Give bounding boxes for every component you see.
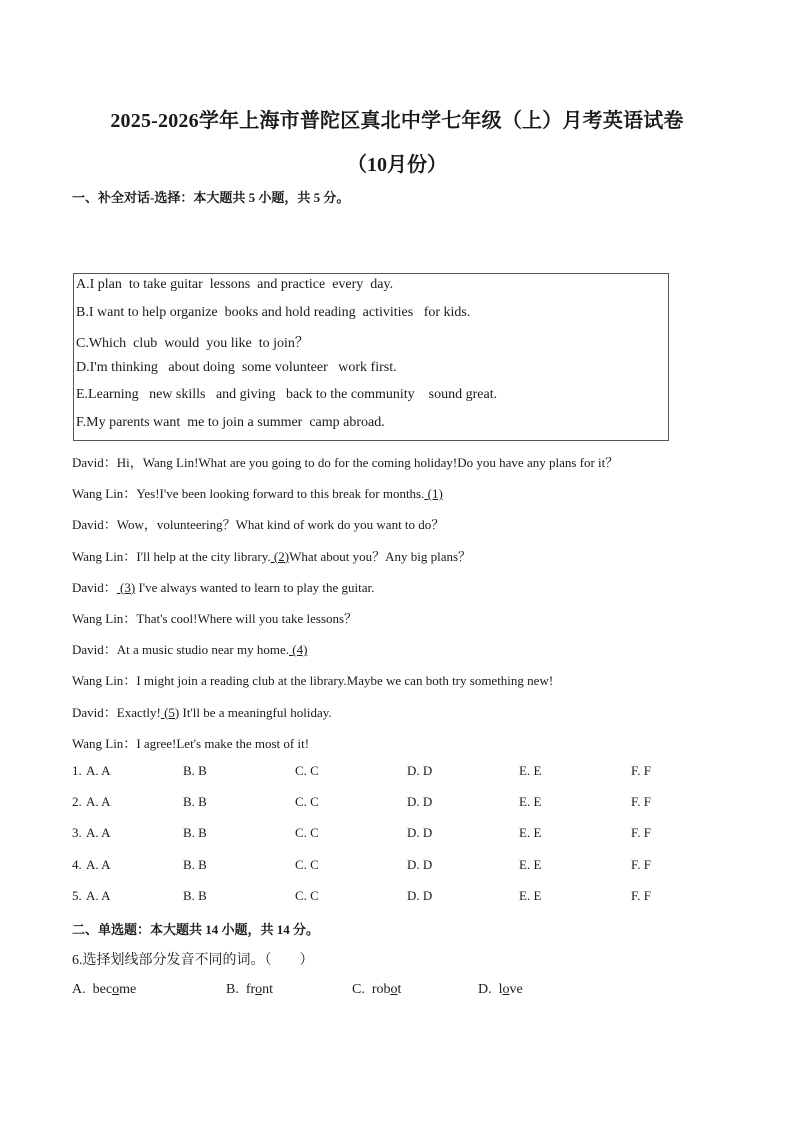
- speaker-name: David：: [72, 579, 117, 595]
- speaker-name: David：: [72, 517, 117, 533]
- dialogue-line: [72, 670, 553, 689]
- choice-option[interactable]: F. F: [631, 887, 651, 903]
- question-6-option[interactable]: [226, 982, 273, 998]
- dialogue-text: Exactly!: [116, 704, 161, 720]
- choice-option[interactable]: A. A: [86, 856, 111, 872]
- choice-option[interactable]: B. B: [183, 763, 207, 778]
- question-6-prompt: 6.选择划线部分发音不同的词。（ ）: [72, 953, 314, 968]
- question-6-option[interactable]: [352, 982, 401, 998]
- question-number: 2.: [72, 794, 82, 810]
- choice-option[interactable]: A. A: [86, 763, 111, 778]
- question-number: 3.: [72, 825, 82, 841]
- dialogue-line: [72, 452, 618, 471]
- option-item: D.I'm thinking about doing some volunteer work first.: [76, 359, 397, 375]
- choice-option[interactable]: E. E: [519, 856, 542, 872]
- option-item: F.My parents want me to join a summer camp abroad.: [76, 414, 385, 430]
- question-number: 4.: [72, 856, 82, 872]
- dialogue-line: [72, 702, 332, 721]
- choice-option[interactable]: D. D: [407, 763, 433, 778]
- dialogue-line: [72, 577, 374, 596]
- choice-option[interactable]: F. F: [631, 856, 651, 872]
- dialogue-text: I'll help at the city library.: [136, 548, 271, 564]
- section-2-heading: 二、单选题：本大题共 14 小题，共 14 分。: [72, 922, 320, 937]
- choice-option[interactable]: A. A: [86, 794, 111, 810]
- dialogue-line: [72, 639, 307, 658]
- answer-blank[interactable]: (5): [160, 704, 180, 720]
- word-part: bec: [92, 982, 113, 997]
- word-part: t: [397, 982, 402, 997]
- choice-option[interactable]: D. D: [407, 887, 433, 903]
- choice-option[interactable]: D. D: [407, 825, 433, 841]
- section-1-heading: 一、补全对话-选择：本大题共 5 小题，共 5 分。: [72, 190, 350, 205]
- dialogue-line: [72, 608, 357, 627]
- choice-option[interactable]: B. B: [183, 825, 207, 841]
- dialogue-text: At a music studio near my home.: [116, 642, 289, 658]
- answer-blank[interactable]: (2): [270, 548, 290, 564]
- word-part: l: [498, 982, 503, 997]
- underlined-letter: o: [390, 982, 398, 997]
- choice-option[interactable]: B. B: [183, 856, 207, 872]
- dialogue-text: That's cool!Where will you take lessons？: [136, 611, 358, 626]
- word-part: nt: [262, 982, 274, 997]
- choice-option[interactable]: F. F: [631, 825, 651, 841]
- answer-blank[interactable]: (1): [424, 486, 443, 502]
- choice-option[interactable]: C. C: [295, 825, 319, 841]
- speaker-name: Wang Lin：: [72, 735, 137, 751]
- choice-option[interactable]: E. E: [519, 794, 542, 810]
- exam-subtitle: （10月份）: [347, 154, 447, 176]
- choice-option[interactable]: A. A: [86, 825, 111, 841]
- choice-option[interactable]: E. E: [519, 887, 542, 903]
- answer-blank[interactable]: (3): [116, 579, 136, 595]
- dialogue-text: I've always wanted to learn to play the guitar.: [135, 579, 375, 595]
- speaker-name: Wang Lin：: [72, 673, 137, 689]
- choice-option[interactable]: F. F: [631, 794, 651, 810]
- underlined-letter: o: [502, 982, 510, 997]
- option-label: B.: [226, 982, 246, 997]
- question-6-option[interactable]: [478, 982, 523, 998]
- dialogue-text: Hi，Wang Lin!What are you going to do for the coming holiday!Do you have any plans for it？: [116, 455, 619, 470]
- question-6-option[interactable]: [72, 982, 136, 998]
- choice-option[interactable]: E. E: [519, 825, 542, 841]
- choice-option[interactable]: B. B: [183, 887, 207, 903]
- dialogue-line: [72, 546, 471, 565]
- dialogue-line: [72, 483, 443, 502]
- word-part: rob: [371, 982, 391, 997]
- choice-option[interactable]: A. A: [86, 887, 111, 903]
- dialogue-text: I might join a reading club at the library.Maybe we can both try something new!: [136, 673, 554, 689]
- option-label: A.: [72, 982, 93, 997]
- choice-option[interactable]: C. C: [295, 887, 319, 903]
- dialogue-line: [72, 733, 309, 752]
- dialogue-line: [72, 514, 444, 533]
- dialogue-text: It'll be a meaningful holiday.: [179, 704, 332, 720]
- word-part: ve: [509, 982, 523, 997]
- choice-option[interactable]: B. B: [183, 794, 207, 810]
- speaker-name: Wang Lin：: [72, 486, 137, 502]
- choice-option[interactable]: F. F: [631, 763, 651, 778]
- choice-option[interactable]: C. C: [295, 763, 319, 778]
- dialogue-text: What about you？Any big plans？: [289, 548, 472, 564]
- question-number: 5.: [72, 887, 82, 903]
- question-number: 1.: [72, 763, 82, 778]
- choice-option[interactable]: D. D: [407, 794, 433, 810]
- speaker-name: Wang Lin：: [72, 548, 137, 564]
- speaker-name: David：: [72, 455, 117, 470]
- choice-option[interactable]: E. E: [519, 763, 542, 778]
- option-label: C.: [352, 982, 372, 997]
- choice-option[interactable]: C. C: [295, 856, 319, 872]
- word-part: me: [119, 982, 137, 997]
- choice-option[interactable]: D. D: [407, 856, 433, 872]
- option-label: D.: [478, 982, 499, 997]
- dialogue-text: I agree!Let's make the most of it!: [136, 735, 310, 751]
- speaker-name: David：: [72, 642, 117, 658]
- option-item: C.Which club would you like to join？: [76, 336, 309, 351]
- speaker-name: David：: [72, 704, 117, 720]
- exam-title: 2025-2026学年上海市普陀区真北中学七年级（上）月考英语试卷: [110, 110, 684, 132]
- dialogue-text: Yes!I've been looking forward to this break for months.: [136, 486, 425, 502]
- option-item: B.I want to help organize books and hold reading activities for kids.: [76, 304, 471, 320]
- answer-blank[interactable]: (4): [289, 642, 308, 658]
- option-item: E.Learning new skills and giving back to the community sound great.: [76, 387, 498, 402]
- dialogue-text: Wow，volunteering？What kind of work do you want to do？: [116, 517, 445, 533]
- underlined-letter: o: [112, 982, 120, 997]
- word-part: fr: [245, 982, 256, 997]
- choice-option[interactable]: C. C: [295, 794, 319, 810]
- underlined-letter: o: [255, 982, 263, 997]
- option-item: A.I plan to take guitar lessons and practice every day.: [76, 277, 394, 292]
- speaker-name: Wang Lin：: [72, 611, 137, 626]
